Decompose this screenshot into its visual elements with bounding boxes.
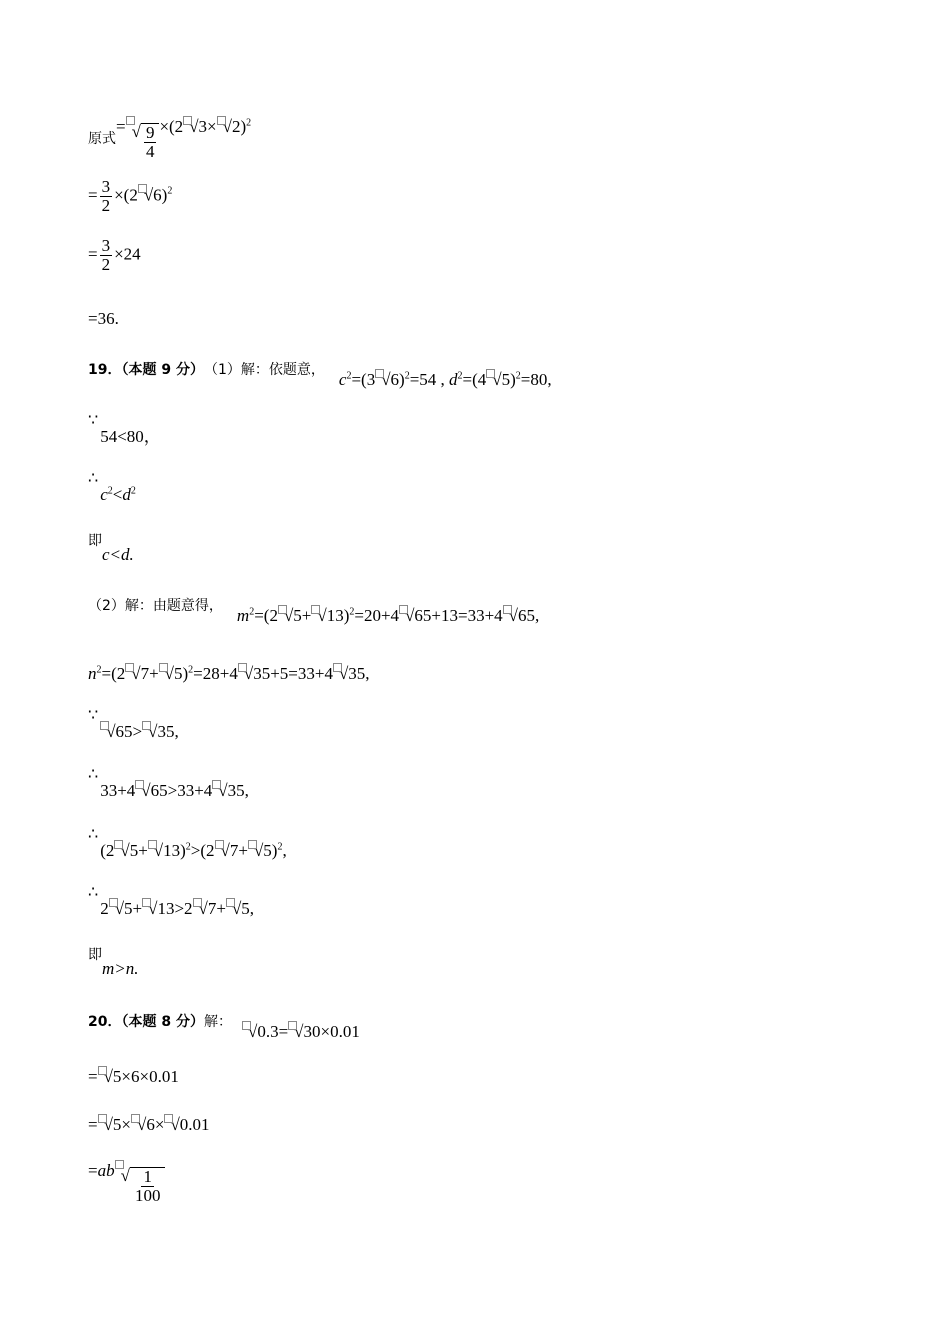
line-step-4 — [88, 310, 119, 327]
therefore-symbol-3: ∴ — [88, 825, 99, 843]
line-step-2 — [88, 178, 172, 215]
line-step-3 — [88, 237, 141, 274]
line-because-2 — [88, 706, 179, 741]
line-n-squared — [88, 665, 370, 682]
math-expression-19: =ab √ $\frac{1}{100}$ — [88, 1162, 165, 1205]
therefore-symbol: ∴ — [88, 469, 99, 487]
question-20-header: 20．（本题 8 分） — [88, 1013, 204, 1030]
line-conclusion-2 — [88, 946, 139, 978]
line-because-1 — [88, 411, 161, 446]
line-q19-part1 — [88, 361, 552, 389]
math-expression-9: $m^2=(2$ √5+ √13)$^2$=20+4 √65+13=33+4 √65, — [236, 606, 540, 625]
math-expression-15: m>n. — [102, 959, 139, 978]
line-original-expression — [88, 118, 251, 161]
math-expression-1: = √ $\frac{9}{4}$ ×(2 √3× √2)$^2$ — [116, 117, 252, 161]
line-q19-part2 — [88, 597, 540, 625]
math-expression-3: = $\frac{3}{2}$ ×24 — [88, 236, 141, 274]
therefore-symbol-2: ∴ — [88, 765, 99, 783]
line-therefore-2 — [88, 765, 249, 800]
line-q20-step3 — [88, 1116, 210, 1133]
math-expression-16: √0.3= √30×0.01 — [242, 1023, 360, 1040]
line-q20 — [88, 1013, 360, 1041]
because-symbol-2: ∵ — [88, 706, 99, 724]
math-expression-4: =36. — [88, 309, 119, 328]
math-expression-5: $c^2=(3$ √6)$^2$=54 , $d^2=(4$ √5)$^2$=80, — [338, 370, 552, 389]
math-expression-6: 54<80， — [100, 427, 161, 446]
line-conclusion-1 — [88, 532, 134, 564]
math-expression-18: = √5× √6× √0.01 — [88, 1115, 210, 1134]
question-19-part1-intro: （1）解：依题意， — [203, 361, 325, 378]
math-expression-17: = √5×6×0.01 — [88, 1067, 179, 1086]
label-ji-2: 即 — [88, 946, 102, 963]
math-expression-7: $c^2<d^2$ — [100, 485, 136, 504]
because-symbol: ∵ — [88, 411, 99, 429]
label-ji: 即 — [88, 532, 102, 549]
line-therefore-3 — [88, 825, 287, 860]
question-20-intro: 解： — [203, 1013, 232, 1030]
line-therefore-1 — [88, 469, 136, 504]
math-expression-14: 2 √5+ √13>2 √7+ √5, — [100, 899, 255, 918]
question-19-header: 19．（本题 9 分） — [88, 361, 204, 378]
math-expression-11: √65> √35, — [100, 723, 179, 740]
math-expression-13: (2 √5+ √13)$^2$>(2 √7+ √5)$^2$, — [100, 841, 287, 860]
therefore-symbol-4: ∴ — [88, 883, 99, 901]
question-19-part2-intro: （2）解：由题意得， — [88, 597, 223, 614]
math-expression-12: 33+4 √65>33+4 √35, — [100, 781, 249, 800]
line-q20-step2 — [88, 1068, 179, 1085]
label-original: 原式 — [88, 131, 116, 148]
math-expression-10: $n^2=(2$ √7+ √5)$^2$=28+4 √35+5=33+4 √35, — [88, 664, 370, 683]
math-expression-2: = $\frac{3}{2}$ ×(2 √6)$^2$ — [88, 177, 173, 215]
line-q20-step4 — [88, 1162, 165, 1205]
math-expression-8: c<d. — [102, 545, 134, 564]
line-therefore-4 — [88, 883, 255, 918]
